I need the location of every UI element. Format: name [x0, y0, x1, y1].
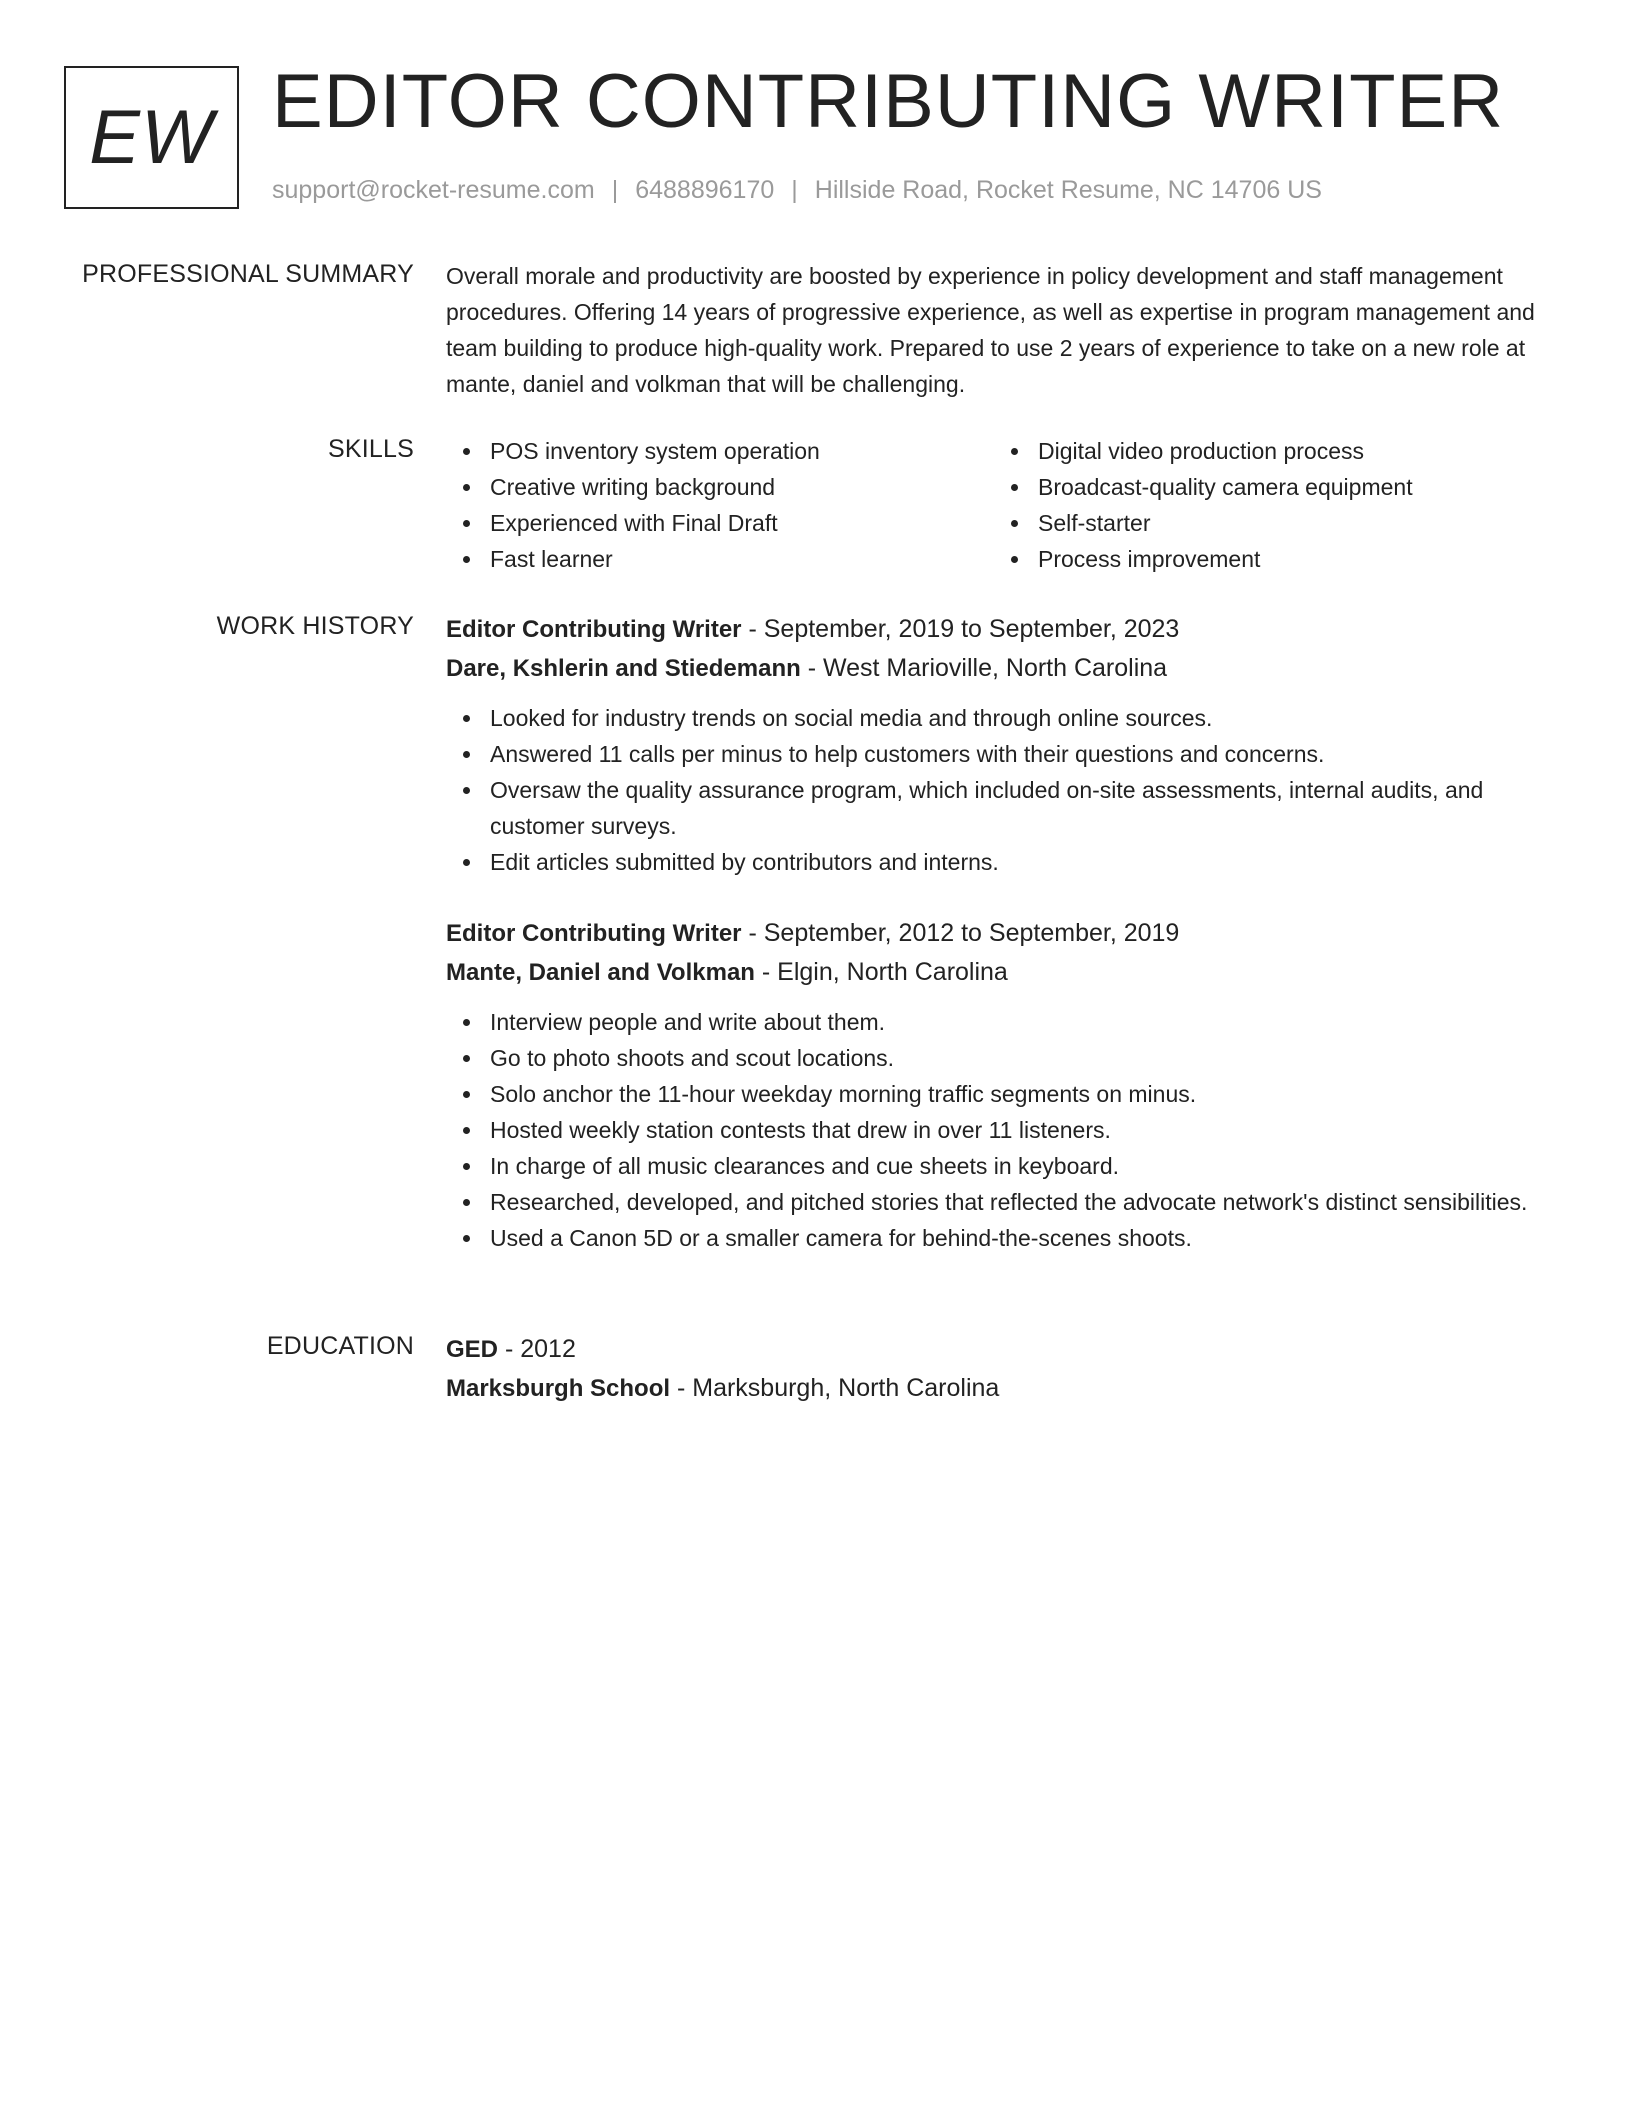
skill-item: Fast learner	[446, 541, 994, 577]
section-heading: WORK HISTORY	[216, 612, 414, 640]
job-location: - West Marioville, North Carolina	[800, 654, 1168, 682]
skills-list	[446, 433, 1561, 577]
candidate-name: EDITOR CONTRIBUTING WRITER	[272, 59, 1505, 144]
job-duty: Oversaw the quality assurance program, which included on-site assessments, internal audits, and customer surveys.	[446, 772, 1561, 844]
job-duty: Interview people and write about them.	[446, 1004, 1561, 1040]
job-duty: Hosted weekly station contests that drew in over 11 listeners.	[446, 1112, 1561, 1148]
contact-line	[272, 176, 1322, 205]
degree-name: GED	[446, 1336, 499, 1363]
skill-item: Creative writing background	[446, 469, 994, 505]
job-company: Dare, Kshlerin and Stiedemann	[446, 655, 801, 682]
skill-item: Digital video production process	[994, 433, 1542, 469]
skill-item: Self-starter	[994, 505, 1542, 541]
job-dates: - September, 2012 to September, 2019	[741, 919, 1180, 947]
job-location: - Elgin, North Carolina	[754, 958, 1008, 986]
contact-separator: |	[611, 176, 619, 204]
degree-year: - 2012	[498, 1335, 576, 1363]
job-duty: Researched, developed, and pitched stories that reflected the advocate network's distinct sensibilities.	[446, 1184, 1561, 1220]
job-duty: Edit articles submitted by contributors and interns.	[446, 844, 1561, 880]
section-heading: EDUCATION	[266, 1332, 414, 1360]
job-dates: - September, 2019 to September, 2023	[741, 615, 1180, 643]
job-company-line	[446, 649, 1561, 688]
job-entry	[446, 914, 1561, 1256]
school-name: Marksburgh School	[446, 1375, 671, 1402]
job-duty: In charge of all music clearances and cue sheets in keyboard.	[446, 1148, 1561, 1184]
education-body	[446, 1330, 1561, 1408]
job-title-line	[446, 610, 1561, 649]
job-company: Mante, Daniel and Volkman	[446, 959, 755, 986]
job-title: Editor Contributing Writer	[446, 920, 742, 947]
job-duty: Used a Canon 5D or a smaller camera for behind-the-scenes shoots.	[446, 1220, 1561, 1256]
job-title: Editor Contributing Writer	[446, 616, 742, 643]
summary-text: Overall morale and productivity are boosted by experience in policy development and staff management procedures. Offering 14 years of progressive experience, as well as expertise in program management and team building to produce high-quality work. Prepared to use 2 years of experience to take on a new role at mante, daniel and volkman that will be challenging.	[446, 263, 1535, 397]
school-location: - Marksburgh, North Carolina	[670, 1374, 1000, 1402]
job-company-line	[446, 953, 1561, 992]
skill-item: Process improvement	[994, 541, 1542, 577]
job-duties	[446, 700, 1561, 880]
job-entry	[446, 610, 1561, 880]
skills-column-left	[446, 433, 994, 577]
section-heading: PROFESSIONAL SUMMARY	[82, 260, 414, 288]
job-duties	[446, 1004, 1561, 1256]
job-duty: Go to photo shoots and scout locations.	[446, 1040, 1561, 1076]
job-duty: Answered 11 calls per minus to help customers with their questions and concerns.	[446, 736, 1561, 772]
contact-email: support@rocket-resume.com	[272, 176, 595, 204]
monogram-box	[64, 66, 239, 209]
work-history-body	[446, 610, 1561, 1290]
contact-separator: |	[791, 176, 798, 204]
section-heading: SKILLS	[328, 435, 414, 463]
skill-item: POS inventory system operation	[446, 433, 994, 469]
contact-phone: 6488896170	[635, 176, 775, 204]
job-title-line	[446, 914, 1561, 953]
skills-column-right	[994, 433, 1542, 577]
job-duty: Solo anchor the 11-hour weekday morning traffic segments on minus.	[446, 1076, 1561, 1112]
contact-address: Hillside Road, Rocket Resume, NC 14706 US	[814, 176, 1322, 204]
degree-line	[446, 1330, 1561, 1369]
skill-item: Experienced with Final Draft	[446, 505, 994, 541]
job-duty: Looked for industry trends on social media and through online sources.	[446, 700, 1561, 736]
school-line	[446, 1369, 1561, 1408]
skill-item: Broadcast-quality camera equipment	[994, 469, 1542, 505]
monogram-initials: EW	[89, 95, 214, 180]
